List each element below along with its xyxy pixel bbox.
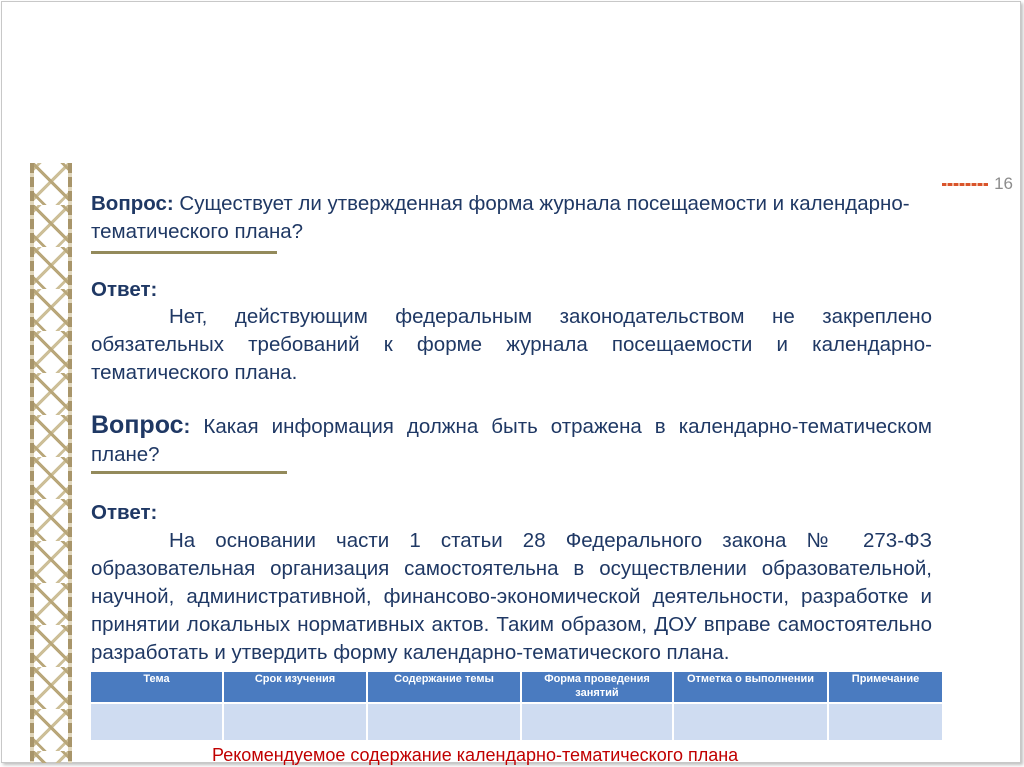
question-1 (91, 190, 932, 246)
answer-1-label: Ответ: (91, 278, 158, 301)
table-header-cell: Содержание темы (367, 672, 521, 703)
table-row (91, 703, 943, 740)
answer-2 (91, 527, 932, 667)
answer-1-text: Нет, действующим федеральным законодательством не закреплено обязательных требований к форме журнала посещаемости и календарно-тематического плана. (91, 305, 932, 384)
table-header-cell: Примечание (828, 672, 943, 703)
table-cell (521, 703, 673, 740)
table-header-cell: Форма проведения занятий (521, 672, 673, 703)
table-cell (828, 703, 943, 740)
answer-2-label: Ответ: (91, 501, 158, 524)
calendar-plan-table (91, 672, 944, 740)
table-header-cell: Отметка о выполнении (673, 672, 828, 703)
question-2-colon: : (183, 415, 191, 438)
slide-number-marker (942, 183, 988, 186)
table-cell (673, 703, 828, 740)
table-header-cell: Срок изучения (223, 672, 367, 703)
answer-1 (91, 303, 932, 387)
question-2-text: Какая информация должна быть отражена в календарно-тематическом плане? (91, 415, 932, 466)
table-cell (91, 703, 223, 740)
answer-2-text: На основании части 1 статьи 28 Федерального закона № 273-ФЗ образовательная организация самостоятельна в осуществлении образовательной, научной, административной, финансово-экономической деятельности, разработке и принятии локальных нормативных актов. Таким образом, ДОУ вправе самостоятельно разработать и утвердить форму календарно-тематического плана. (91, 529, 932, 664)
question-1-underline (91, 251, 277, 254)
slide-number-text: 16 (994, 174, 1013, 193)
decorative-chain-border (30, 163, 72, 763)
table-header-cell: Тема (91, 672, 223, 703)
slide-number (942, 174, 1013, 194)
question-1-text: Существует ли утвержденная форма журнала посещаемости и календарно-тематического плана? (91, 192, 910, 243)
question-2 (91, 411, 932, 469)
table-header-row (91, 672, 943, 703)
question-2-underline (91, 471, 287, 474)
table-cell (367, 703, 521, 740)
question-1-label: Вопрос: (91, 192, 174, 215)
table-cell (223, 703, 367, 740)
table-caption: Рекомендуемое содержание календарно-тематического плана (212, 745, 739, 765)
question-2-label: Вопрос (91, 411, 184, 439)
